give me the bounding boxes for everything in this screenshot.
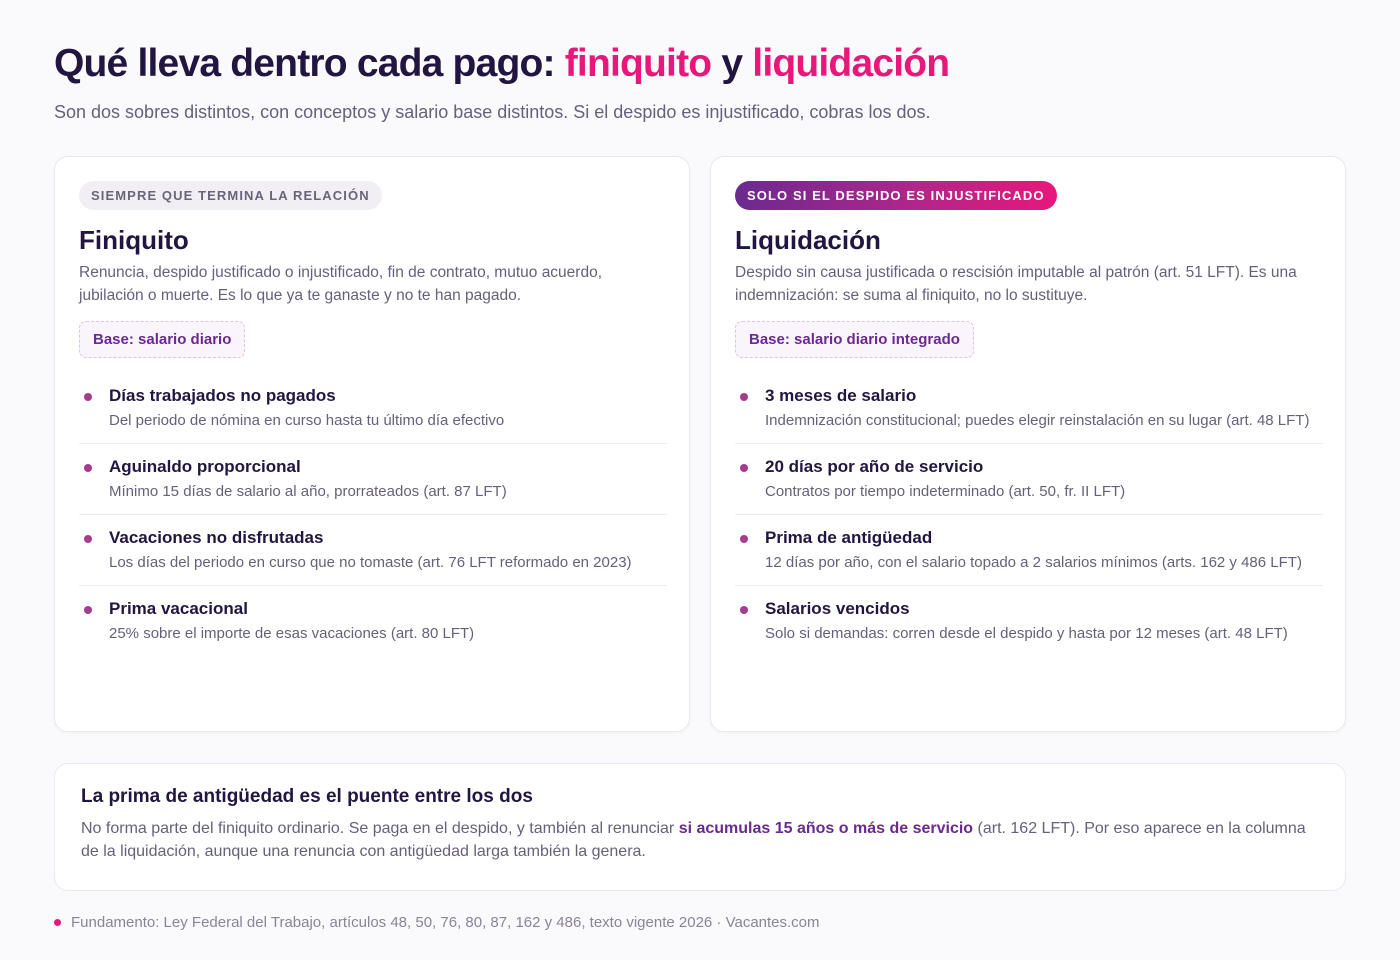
item-note: Los días del periodo en curso que no tomaste (art. 76 LFT reformado en 2023) (109, 554, 632, 571)
bullet-dot-icon (740, 393, 748, 401)
liquidacion-title: Liquidación (735, 225, 881, 255)
item-name: Prima de antigüedad (765, 528, 933, 547)
item-note: 12 días por año, con el salario topado a 2 salarios mínimos (arts. 162 y 486 LFT) (765, 554, 1302, 571)
title-prefix: Qué lleva dentro cada pago: (54, 42, 565, 85)
liquidacion-base-tag: Base: salario diario integrado (735, 321, 974, 358)
liquidacion-condition-pill: SOLO SI EL DESPIDO ES INJUSTIFICADO (735, 181, 1057, 210)
item-note: Del periodo de nómina en curso hasta tu último día efectivo (109, 412, 505, 429)
finiquito-items (79, 385, 667, 668)
list-item (79, 598, 667, 656)
bridge-note-card (54, 763, 1346, 891)
bullet-dot-icon (84, 535, 92, 543)
liquidacion-items (735, 385, 1323, 668)
footer-text: Fundamento: Ley Federal del Trabajo, artículos 48, 50, 76, 80, 87, 162 y 486, texto vigente 2026 · Vacantes.com (71, 914, 820, 931)
item-name: Vacaciones no disfrutadas (109, 528, 324, 547)
list-item (735, 385, 1323, 444)
item-note: Contratos por tiempo indeterminado (art. 50, fr. II LFT) (765, 483, 1126, 500)
item-name: Días trabajados no pagados (109, 386, 336, 405)
bridge-text-highlight: si acumulas 15 años o más de servicio (678, 820, 974, 837)
item-name: Aguinaldo proporcional (109, 457, 301, 476)
list-item (735, 456, 1323, 515)
list-item (735, 598, 1323, 656)
bridge-text-after: (art. 162 LFT). Por eso aparece en la columna de la liquidación, aunque una renuncia con antigüedad larga también la genera. (81, 820, 1306, 860)
bridge-text-before: No forma parte del finiquito ordinario. Se paga en el despido, y también al renunciar (81, 820, 679, 837)
title-term-finiquito: finiquito (564, 42, 712, 85)
bridge-title: La prima de antigüedad es el puente entre los dos (81, 786, 533, 807)
bullet-dot-icon (740, 535, 748, 543)
title-term-liquidacion: liquidación (752, 42, 950, 85)
list-item (79, 385, 667, 444)
list-item (79, 527, 667, 586)
item-name: 20 días por año de servicio (765, 457, 984, 476)
list-item (79, 456, 667, 515)
item-name: 3 meses de salario (765, 386, 917, 405)
bullet-dot-icon (740, 606, 748, 614)
title-joiner: y (711, 42, 753, 85)
page-title (54, 42, 949, 86)
footer-dot-icon (54, 919, 61, 926)
finiquito-card (54, 156, 690, 732)
list-item (735, 527, 1323, 586)
page-subtitle: Son dos sobres distintos, con conceptos y salario base distintos. Si el despido es injustificado, cobras los dos. (54, 102, 931, 122)
item-name: Salarios vencidos (765, 599, 910, 618)
liquidacion-card (710, 156, 1346, 732)
item-name: Prima vacacional (109, 599, 248, 618)
finiquito-base-tag: Base: salario diario (79, 321, 245, 358)
item-note: Indemnización constitucional; puedes elegir reinstalación en su lugar (art. 48 LFT) (765, 412, 1310, 429)
finiquito-condition-pill: SIEMPRE QUE TERMINA LA RELACIÓN (79, 181, 382, 210)
liquidacion-description: Despido sin causa justificada o rescisión imputable al patrón (art. 51 LFT). Es una indemnización: se suma al finiquito, no lo sustituye. (735, 264, 1297, 304)
item-note: 25% sobre el importe de esas vacaciones (art. 80 LFT) (109, 625, 475, 642)
finiquito-title: Finiquito (79, 225, 189, 255)
footer-source (54, 914, 820, 931)
bullet-dot-icon (740, 464, 748, 472)
item-note: Solo si demandas: corren desde el despido y hasta por 12 meses (art. 48 LFT) (765, 625, 1288, 642)
bullet-dot-icon (84, 606, 92, 614)
item-note: Mínimo 15 días de salario al año, prorrateados (art. 87 LFT) (109, 483, 507, 500)
bridge-text (81, 817, 1319, 863)
finiquito-description: Renuncia, despido justificado o injustificado, fin de contrato, mutuo acuerdo, jubilación o muerte. Es lo que ya te ganaste y no te han pagado. (79, 264, 603, 304)
bullet-dot-icon (84, 393, 92, 401)
bullet-dot-icon (84, 464, 92, 472)
